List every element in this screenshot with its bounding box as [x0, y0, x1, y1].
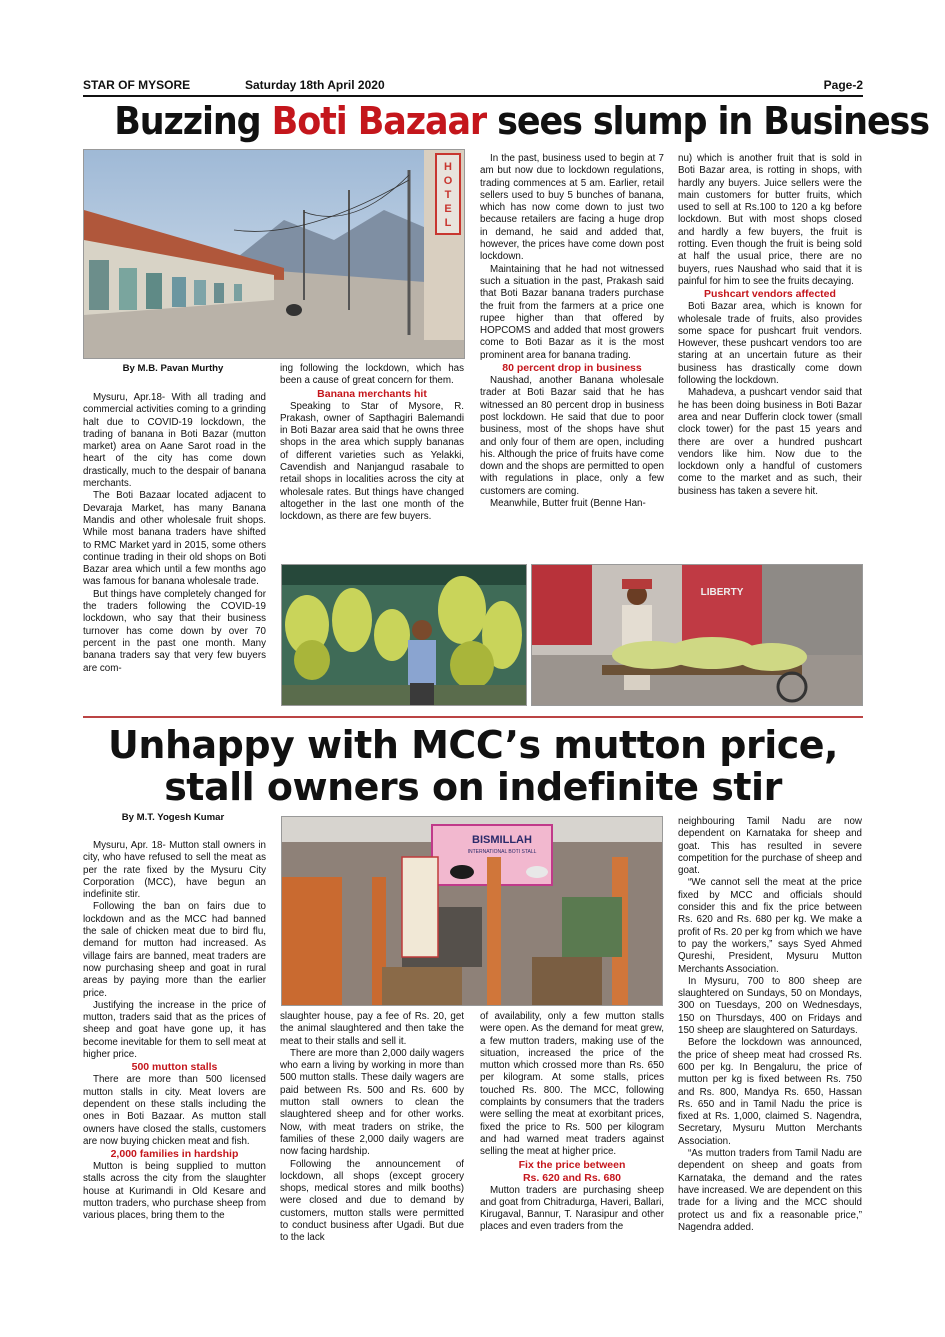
paragraph: Mysuru, Apr.18- With all trading and commercial activities coming to a grinding halt due to COVID-19 lockdown, the trading of banana in Boti Bazar (mutton market) area on Aane Sarot road in the heart of the city has come down drastically, much to the despair of banana merchants. — [83, 392, 266, 490]
story-divider — [83, 716, 863, 718]
masthead-rule — [83, 95, 863, 97]
hotel-sign-letter: E — [444, 203, 452, 215]
story1-byline — [83, 363, 263, 375]
story2-column-3 — [480, 1011, 664, 1234]
paragraph: The Boti Bazaar located adjacent to Devaraja Market, has many Banana Mandis and other wholesale fruit shops. While most banana traders have shifted to RMC Market yard in 2015, some others continue trading in their old shops on Boti Bazar area which until a few months ago was famous for banana wholesale trade. — [83, 490, 266, 588]
hotel-sign-letter: L — [444, 217, 452, 229]
story2-column-1 — [83, 840, 266, 1223]
paragraph: In the past, business used to begin at 7 am but now due to lockdown regulations, trading commences at 5 am. Earlier, retail sellers used to buy 5 bunches of banana, which has now come down to just two because retailers are facing a huge drop in demand, he said and added that, however, the prices have come down post lockdown. — [480, 153, 664, 263]
page-number: Page-2 — [823, 78, 863, 92]
story2-column-2 — [280, 1011, 464, 1245]
paragraph: There are more than 2,000 daily wagers who earn a living by working in more than 500 mutton stalls. These daily wagers are paid between Rs. 500 and Rs. 600 by mutton stall owners to clean the slaughtered sheep and for other works. Now, with meat traders on strike, the families of these 2,000 daily wagers are now facing hardship. — [280, 1047, 464, 1158]
story1-column-4 — [678, 153, 862, 498]
paragraph: Mutton is being supplied to mutton stalls across the city from the slaughter house at Kurimandi in Old Kesare and mutton traders, who purchase sheep from various places, bring them to the — [83, 1161, 266, 1222]
masthead — [83, 76, 863, 94]
subheading: 2,000 families in hardship — [110, 1148, 239, 1161]
issue-date: Saturday 18th April 2020 — [245, 78, 385, 92]
bismillah-sign-sub: INTERNATIONAL BOTI STALL — [467, 849, 537, 855]
subheading: Banana merchants hit — [317, 387, 427, 400]
paragraph: slaughter house, pay a fee of Rs. 20, get the animal slaughtered and then take the meat to their stalls and sell it. — [280, 1011, 464, 1047]
paragraph: nu) which is another fruit that is sold in Boti Bazar area, is rotting in shops, with hardly any buyers. Juice sellers were the main customers for butter fruits, which used to sell at Rs.100 to 120 a kg before lockdown. But with most shops closed and hardly a few buyers, the fruit is rotting. Even though the fruit is being sold at half the usual price, there are no buyers, rues Naushad who said that it is painful for him to see the fruits decaying. — [678, 153, 862, 287]
paragraph: neighbouring Tamil Nadu are now dependent on Karnataka for sheep and goat. This has resulted in severe competition for the purchase of sheep and goat. — [678, 816, 862, 877]
story2-byline — [83, 812, 263, 824]
subheading: Pushcart vendors affected — [704, 288, 836, 301]
paragraph: Meanwhile, Butter fruit (Benne Han- — [490, 498, 646, 510]
paragraph: Following the announcement of lockdown, all shops (except grocery shops, medical stores and milk booths) were closed and due to demand by customers, mutton stalls were permitted to conduct business after Ugadi. But due to the lack — [280, 1158, 464, 1244]
street-illustration — [84, 150, 465, 359]
headline-part: Buzzing — [114, 99, 272, 143]
hotel-sign-letter: O — [443, 175, 453, 187]
story1-column-2 — [280, 363, 464, 524]
paragraph: Justifying the increase in the price of mutton, traders said that as the prices of sheep and goat have gone up, it has become inevitable for them to sell meat at higher price. — [83, 999, 266, 1061]
bismillah-sign: BISMILLAH — [472, 834, 532, 846]
story1-headline — [114, 99, 929, 147]
story2-headline — [83, 724, 863, 808]
banana-merchant-photo — [281, 564, 527, 706]
hotel-sign-letter: T — [444, 189, 452, 201]
pushcart-photo — [531, 564, 863, 706]
paragraph: There are more than 500 licensed mutton stalls in city. Meat lovers are dependent on these stalls including the ones in Boti Bazaar. As mutton stall owners have closed the stalls, customers are now buying chicken meat and fish. — [83, 1074, 266, 1147]
paragraph: of availability, only a few mutton stalls were open. As the demand for meat grew, a few mutton traders, making use of the situation, increased the price of the mutton which crossed more than Rs. 650 per kilogram. At some stalls, prices touched Rs. 800. The MCC, following complaints by consumers that the traders were selling the meat at exorbitant prices, fixed the price to Rs. 500 per kilogram and had warned meat traders against selling the meat at higher price. — [480, 1011, 664, 1158]
headline-highlight: Boti Bazaar — [271, 99, 487, 143]
liberty-sign: LIBERTY — [700, 587, 744, 598]
paragraph: “We cannot sell the meat at the price fixed by MCC and officials should consider this and fix the price between Rs. 620 and Rs. 680 per kg. We make a profit of Rs. 20 per kg from which we have to pay the workers,” says Syed Ahmed Qureshi, President, Mysuru Mutton Merchants Association. — [678, 877, 862, 975]
hotel-sign-letter: H — [444, 161, 452, 173]
subheading: 500 mutton stalls — [131, 1061, 218, 1074]
paragraph: ing following the lockdown, which has been a cause of great concern for them. — [280, 363, 464, 387]
paragraph: Naushad, another Banana wholesale trader at Boti Bazar said that he has witnessed an 80 percent drop in business post lockdown. He said that due to poor business, most of the shops have shut and only four of them are open, including his. Although the price of fruits have come down and the shops are permitted to open with regulations in place, only a few customers are coming. — [480, 375, 664, 497]
subheading: Fix the price between — [518, 1158, 626, 1171]
mutton-stall-photo — [281, 816, 663, 1006]
headline-part: sees slump in Business — [486, 99, 929, 143]
headline-line: Unhappy with MCC’s mutton price, — [108, 723, 838, 767]
paragraph: In Mysuru, 700 to 800 sheep are slaughtered on Sundays, 50 on Mondays, 300 on Tuesdays, 200 on Wednesdays, 150 on Thursdays, 400 on Fridays and 150 sheep are slaughtered on Saturdays. — [678, 975, 862, 1037]
stall-illustration — [282, 817, 663, 1006]
paragraph: Maintaining that he had not witnessed such a situation in the past, Prakash said that Boti Bazar banana traders purchase the fruit from the farmers at a price one rupee higher than that offered by HOPCOMS and added that most growers come to Boti Bazar as it is the most prominent area for banana trading. — [480, 263, 664, 361]
street-photo — [83, 149, 465, 359]
subheading: 80 percent drop in business — [502, 362, 642, 375]
paragraph: Following the ban on fairs due to lockdown and as the MCC had banned the sale of chicken meat due to bird flu, demand for mutton had increased. As village fairs are banned, meat traders are now purchasing sheep and goat in rural areas by paying more than the earlier price. — [83, 901, 266, 999]
pushcart-illustration — [532, 565, 863, 706]
byline: By M.B. Pavan Murthy — [122, 363, 224, 374]
paper-name: STAR OF MYSORE — [83, 78, 191, 92]
paragraph: Mysuru, Apr. 18- Mutton stall owners in city, who have refused to sell the meat as per the rate fixed by the Mysuru City Corporation (MCC), have begun an indefinite stir. — [83, 840, 266, 901]
byline: By M.T. Yogesh Kumar — [121, 812, 225, 823]
paragraph: Speaking to Star of Mysore, R. Prakash, owner of Sapthagiri Balemandi in Boti Bazar area said that he owns three shops in the area which supply bananas of different varieties such as Yelakki, Cavendish and Nanjangud rasabale to retail shops in localities across the city at wholesale rates. But things have changed altogether in the last one month of the lockdown, as there are few buyers. — [280, 400, 464, 523]
subheading: Rs. 620 and Rs. 680 — [522, 1171, 622, 1184]
story2-column-4 — [678, 816, 862, 1234]
paragraph: Mahadeva, a pushcart vendor said that he has been doing business in Boti Bazar area and near Dufferin clock tower (small clock tower) for the past 15 years and there are over a hundred pushcart vendors like him. Now due to the lockdown only a handful of customers come to the market and as such, their business has taken a severe hit. — [678, 387, 862, 497]
banana-illustration — [282, 565, 527, 706]
story1-column-1 — [83, 392, 266, 675]
paragraph: “As mutton traders from Tamil Nadu are dependent on sheep and goats from Karnataka, the demand and the rates have increased. We are dependent on this trade for a living and the MCC should protect us and fix a reasonable price,” Nagendra added. — [678, 1148, 862, 1233]
paragraph: But things have completely changed for the traders following the COVID-19 lockdown, who say that their business turnover has come down by over 70 percent in the past one month. Many banana traders say that very few buyers are com- — [83, 588, 266, 674]
paragraph: Boti Bazar area, which is known for wholesale trade of fruits, also provides some space for pushcart fruit vendors. However, these pushcart vendors too are staring at an uncertain future as their business has drastically come down following the lockdown. — [678, 301, 862, 387]
paragraph: Before the lockdown was announced, the price of sheep meat had crossed Rs. 600 per kg. In Bengaluru, the price of mutton per kg is fixed between Rs. 750 and Rs. 800, Mandya Rs. 650, Hassan Rs. 650 and in Tamil Nadu the price is fixed at Rs. 1,000, claimed S. Nagendra, Secretary, Mysuru Mutton Merchants Association. — [678, 1037, 862, 1147]
paragraph: Mutton traders are purchasing sheep and goat from Chitradurga, Haveri, Ballari, Kirugaval, Bannur, T. Narasipur and other places and even traders from the — [480, 1184, 664, 1233]
story1-column-3 — [480, 153, 664, 510]
headline-line: stall owners on indefinite stir — [164, 765, 782, 809]
